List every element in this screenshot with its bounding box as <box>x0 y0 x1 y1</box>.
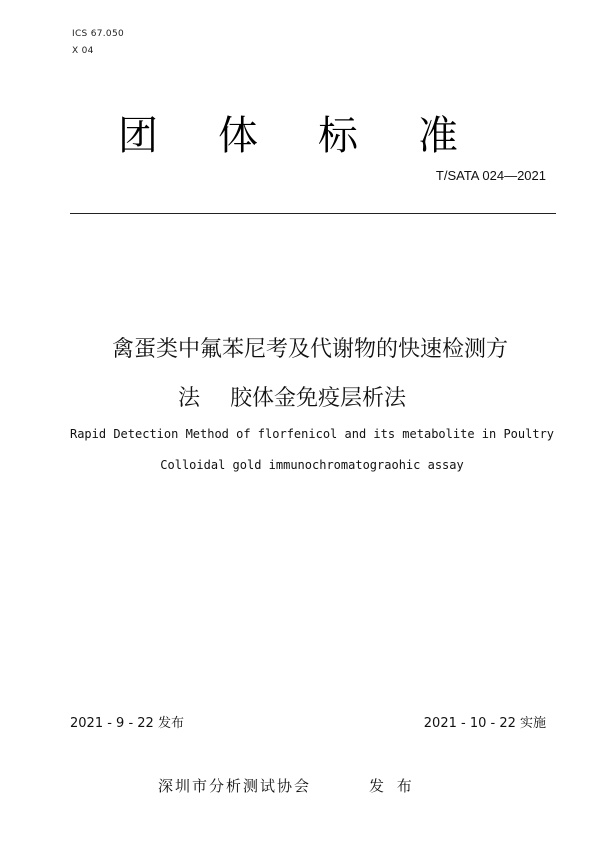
english-title-line-2: Colloidal gold immunochromatograohic assay <box>160 458 464 472</box>
issuer-action: 发 布 <box>369 777 416 795</box>
standard-number: T/SATA 024—2021 <box>435 168 546 183</box>
chinese-title-line-2 <box>0 381 600 412</box>
header-divider <box>70 213 556 214</box>
issuer-line <box>158 775 416 796</box>
standard-type-char-4: 准 <box>418 113 458 159</box>
standard-type-char-2: 体 <box>218 113 258 159</box>
issue-date: 2021 - 9 - 22 发布 <box>70 716 184 731</box>
implementation-date: 2021 - 10 - 22 实施 <box>423 716 546 731</box>
classification-code: X 04 <box>72 46 94 56</box>
issuer-organization: 深圳市分析测试协会 <box>158 777 312 795</box>
chinese-title-line-2-part-2: 胶体金免疫层析法 <box>230 386 407 411</box>
standard-type-heading <box>0 104 600 161</box>
english-title-line-1: Rapid Detection Method of florfenicol and its metabolite in Poultry <box>69 427 555 441</box>
chinese-title-line-2-part-1: 法 <box>178 386 201 411</box>
chinese-title-line-1: 禽蛋类中氟苯尼考及代谢物的快速检测方 <box>111 337 508 362</box>
ics-code: ICS 67.050 <box>72 29 125 39</box>
standard-type-char-3: 标 <box>318 113 358 159</box>
standard-type-char-1: 团 <box>118 113 158 159</box>
